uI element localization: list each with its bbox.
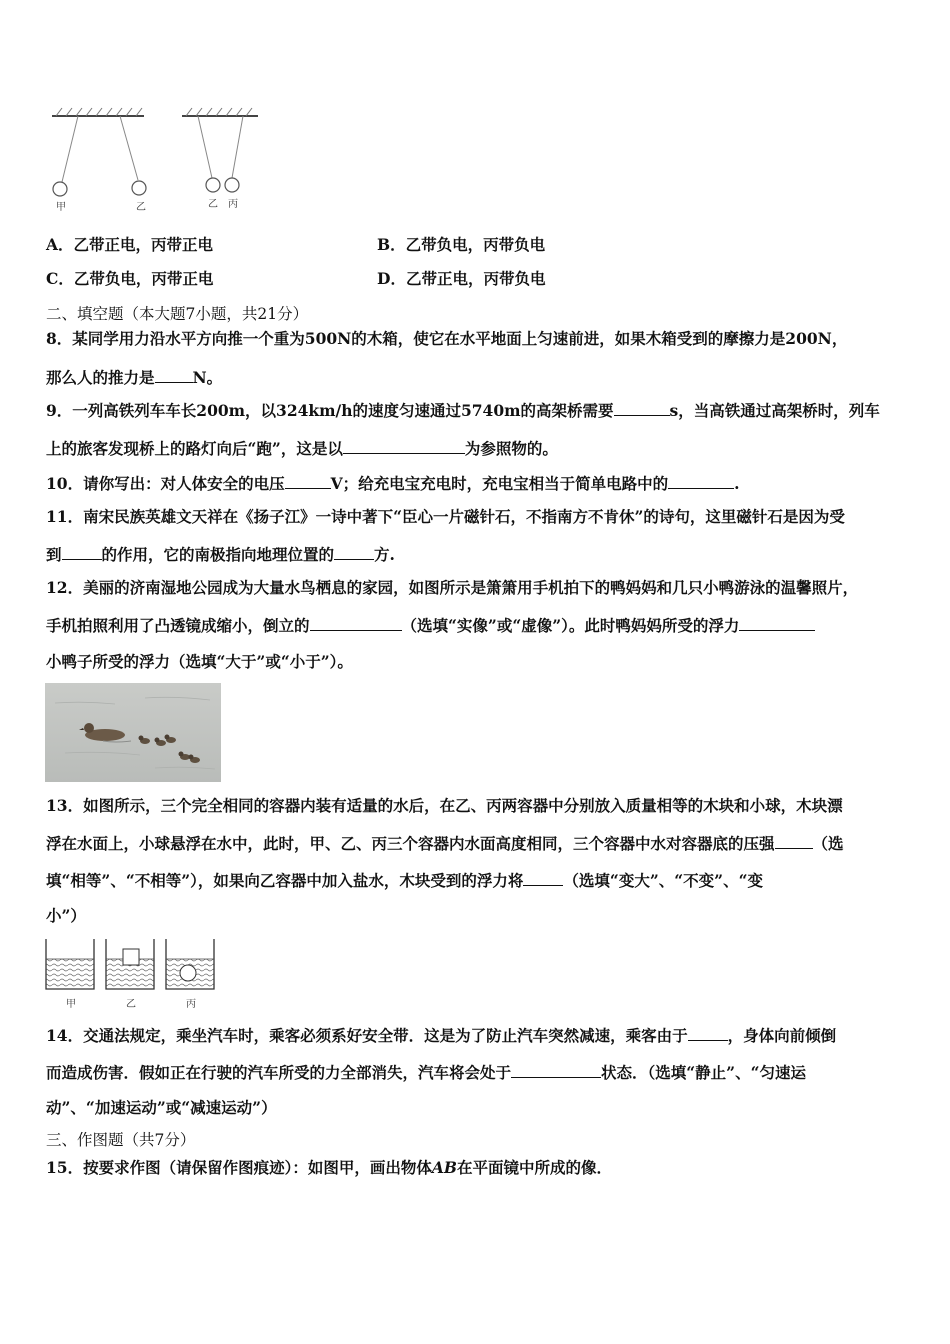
q12-line2: 手机拍照利用了凸透镜成缩小，倒立的 （选填“实像”或“虚像”）。此时鸭妈妈所受的浮力 [46, 614, 815, 637]
q10-blank2[interactable] [668, 472, 734, 489]
q8-blank[interactable] [155, 366, 193, 383]
q12-line1: 12．美丽的济南湿地公园成为大量水鸟栖息的家园，如图所示是箫箫用手机拍下的鸭妈妈和几只小鸭游泳的温馨照片， [46, 578, 859, 597]
q9-blank1[interactable] [614, 399, 670, 416]
container-label-yi: 乙 [126, 999, 136, 1010]
q13-line1: 13．如图所示，三个完全相同的容器内装有适量的水后，在乙、丙两容器中分别放入质量相等的木块和小球，木块漂 [46, 796, 843, 815]
q12-blank1[interactable] [310, 614, 402, 631]
q11-line2: 到 的作用，它的南极指向地理位置的 方. [46, 545, 395, 564]
q14-blank1[interactable] [688, 1024, 728, 1041]
q7-option-a: A．乙带正电，丙带正电 [46, 235, 214, 254]
pendulum-label-yi-left: 乙 [136, 202, 146, 213]
containers-figure [44, 937, 220, 1013]
q7-option-c: C．乙带负电，丙带正电 [46, 269, 214, 288]
q14-line2: 而造成伤害．假如正在行驶的汽车所受的力全部消失，汽车将会处于 状态．（选填“静止”、“匀速运 [46, 1063, 807, 1082]
duck-photo [45, 683, 221, 782]
q15-line: 15．按要求作图（请保留作图痕迹）：如图甲，画出物体AB在平面镜中所成的像． [46, 1158, 612, 1177]
pendulum-label-yi-right: 乙 [208, 199, 218, 210]
q13-blank1[interactable] [775, 832, 813, 849]
q11-line1: 11．南宋民族英雄文天祥在《扬子江》一诗中著下“臣心一片磁针石，不指南方不肯休”的诗句，这里磁针石是因为受 [46, 507, 845, 526]
q8-line2: 那么人的推力是 N。 [46, 368, 223, 387]
section2-title: 二、填空题（本大题7小题，共21分） [46, 305, 309, 323]
q11-blank1[interactable] [62, 543, 102, 560]
q7-option-d: D．乙带正电，丙带负电 [377, 269, 546, 288]
q13-blank2[interactable] [523, 869, 563, 886]
q12-line3: 小鸭子所受的浮力（选填“大于”或“小于”）。 [46, 652, 353, 671]
q13-line2: 浮在水面上，小球悬浮在水中，此时，甲、乙、丙三个容器内水面高度相同，三个容器中水对容器底的压强 （选 [46, 834, 844, 853]
q9-line1: 9．一列高铁列车车长200m，以324km/h的速度匀速通过5740m的高架桥需要 s，当高铁通过高架桥时，列车 [46, 401, 880, 420]
container-label-bing: 丙 [186, 999, 196, 1010]
pendulum-figure [48, 104, 260, 216]
q12-blank2[interactable] [739, 614, 815, 631]
q9-line2: 上的旅客发现桥上的路灯向后“跑”，这是以 为参照物的。 [46, 439, 558, 458]
q8-line1: 8．某同学用力沿水平方向推一个重为500N的木箱，使它在水平地面上匀速前进，如果木箱受到的摩擦力是200N， [46, 329, 848, 348]
q13-line3: 填“相等”、“不相等”），如果向乙容器中加入盐水，木块受到的浮力将 （选填“变大”、“不变”、“变 [46, 871, 764, 890]
q10-blank1[interactable] [285, 472, 331, 489]
q11-blank2[interactable] [334, 543, 374, 560]
pendulum-label-bing: 丙 [228, 199, 238, 210]
q9-blank2[interactable] [343, 437, 465, 454]
q10-line: 10．请你写出：对人体安全的电压 V；给充电宝充电时，充电宝相当于简单电路中的 . [46, 474, 740, 493]
q7-option-b: B．乙带负电，丙带负电 [377, 235, 546, 254]
q14-line1: 14．交通法规定，乘坐汽车时，乘客必须系好安全带．这是为了防止汽车突然减速，乘客由于 ，身体向前倾倒 [46, 1026, 837, 1045]
q13-line4: 小”） [46, 906, 86, 925]
container-label-jia: 甲 [66, 999, 76, 1010]
q14-line3: 动”、“加速运动”或“减速运动”） [46, 1098, 277, 1117]
pendulum-label-jia: 甲 [56, 202, 66, 213]
section3-title: 三、作图题（共7分） [46, 1131, 196, 1149]
q14-blank2[interactable] [511, 1061, 601, 1078]
